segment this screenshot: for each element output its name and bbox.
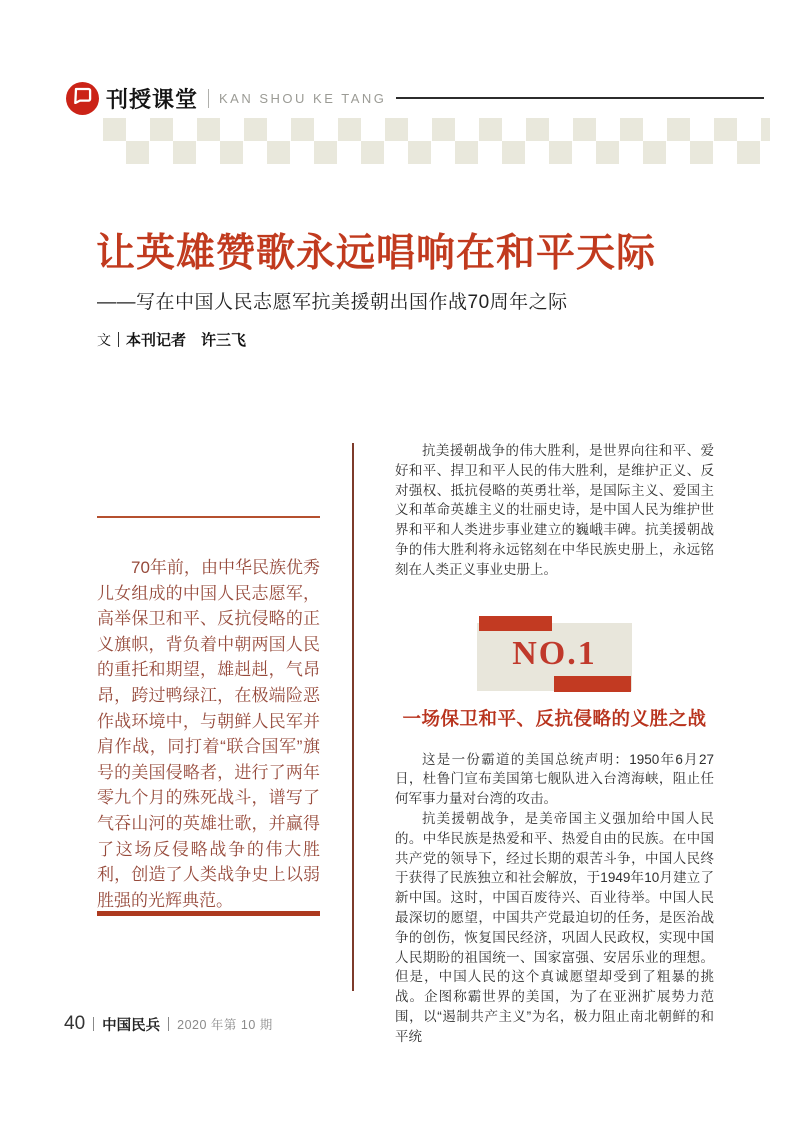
checker-pattern-row2 xyxy=(126,141,763,164)
body-paragraph-2: 这是一份霸道的美国总统声明：1950年6月27日，杜鲁门宣布美国第七舰队进入台湾海峡，阻止任何军事力量对台湾的攻击。 xyxy=(395,751,714,807)
footer-divider-1 xyxy=(93,1017,94,1031)
page-footer xyxy=(64,1013,273,1035)
byline xyxy=(97,329,246,350)
header-divider xyxy=(208,89,209,108)
body-column xyxy=(395,441,714,1047)
badge-accent-top xyxy=(479,616,552,631)
column-name: 刊授课堂 xyxy=(106,86,199,112)
article-title: 让英雄赞歌永远唱响在和平天际 xyxy=(96,232,657,275)
section-heading: 一场保卫和平、反抗侵略的义胜之战 xyxy=(402,707,707,729)
column-name-pinyin: KAN SHOU KE TANG xyxy=(219,90,387,106)
checker-pattern-row1 xyxy=(103,118,770,141)
magazine-logo xyxy=(66,82,99,115)
intro-rule-bottom xyxy=(97,911,320,916)
book-icon xyxy=(73,87,92,109)
intro-paragraph: 70年前，由中华民族优秀儿女组成的中国人民志愿军，高举保卫和平、反抗侵略的正义旗帜，背负着中朝两国人民的重托和期望，雄赳赳，气昂昂，跨过鸭绿江，在极端险恶作战环境中，与朝鲜人民军并肩作战，同打着“联合国军”旗号的美国侵略者，进行了两年零九个月的殊死战斗，谱写了气吞山河的英雄壮歌，并赢得了这场反侵略战争的伟大胜利，创造了人类战争史上以弱胜强的光辉典范。 xyxy=(97,558,320,910)
intro-rule-top xyxy=(97,516,320,518)
magazine-name: 中国民兵 xyxy=(102,1017,161,1034)
section-number-badge xyxy=(477,623,632,691)
byline-divider xyxy=(118,332,119,347)
byline-prefix: 文 xyxy=(97,331,111,348)
issue-label: 2020 年第 10 期 xyxy=(177,1018,273,1032)
body-paragraph-1: 抗美援朝战争的伟大胜利，是世界向往和平、爱好和平、捍卫和平人民的伟大胜利，是维护正义、反对强权、抵抗侵略的英勇壮举，是国际主义、爱国主义和革命英雄主义的壮丽史诗，是中国人民为维护世界和平和人类进步事业建立的巍峨丰碑。抗美援朝战争的伟大胜利将永远铭刻在中华民族史册上，永远铭刻在人类正义事业史册上。 xyxy=(395,443,714,577)
badge-accent-bottom xyxy=(554,676,631,692)
page-header xyxy=(66,81,764,115)
column-divider-rule xyxy=(352,443,354,991)
header-rule xyxy=(396,97,764,99)
section-number: NO.1 xyxy=(512,634,597,672)
byline-author: 本刊记者 许三飞 xyxy=(126,332,247,349)
page-number: 40 xyxy=(64,1013,86,1034)
body-paragraph-3: 抗美援朝战争，是美帝国主义强加给中国人民的。中华民族是热爱和平、热爱自由的民族。在中国共产党的领导下，经过长期的艰苦斗争，中国人民终于获得了民族独立和社会解放，于1949年10月建立了新中国。这时，中国百废待兴、百业待举。中国人民最深切的愿望，中国共产党最迫切的任务，是医治战争的创伤，恢复国民经济，巩固人民政权，实现中国人民期盼的祖国统一、国家富强、安居乐业的理想。但是，中国人民的这个真诚愿望却受到了粗暴的挑战。企图称霸世界的美国，为了在亚洲扩展势力范围，以“遏制共产主义”为名，极力阻止南北朝鲜的和平统 xyxy=(395,810,714,1044)
footer-divider-2 xyxy=(168,1017,169,1031)
article-subtitle: ——写在中国人民志愿军抗美援朝出国作战70周年之际 xyxy=(97,292,568,313)
